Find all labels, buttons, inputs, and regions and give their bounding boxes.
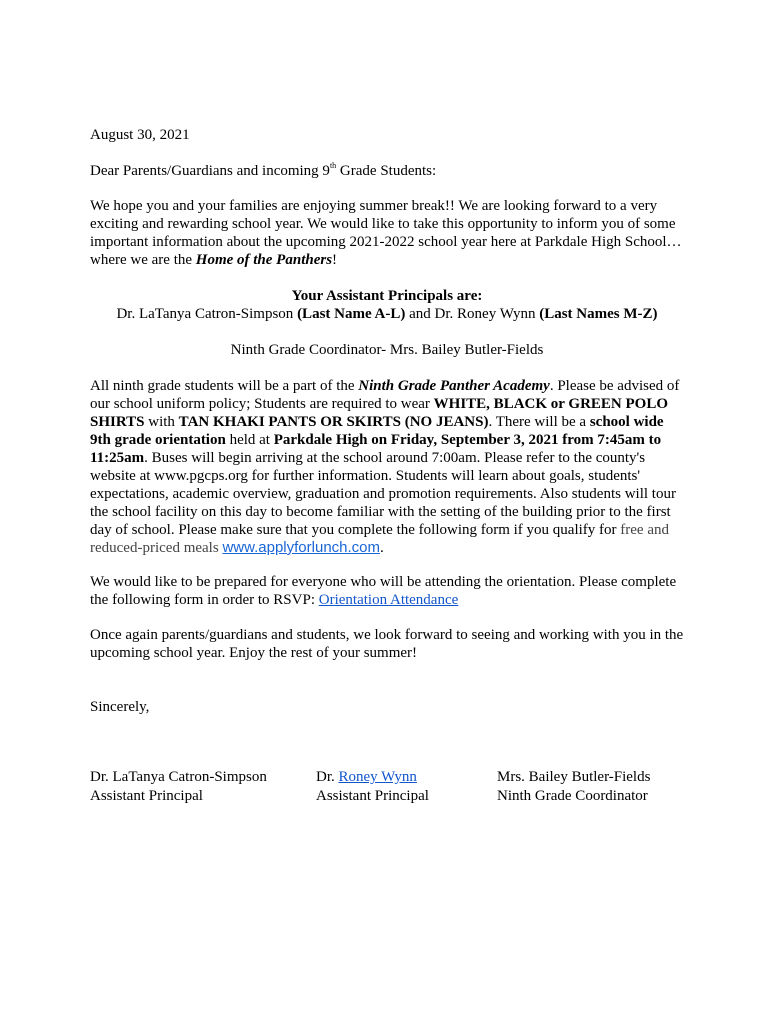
signoff: Sincerely,	[90, 699, 150, 715]
principals-heading	[90, 287, 684, 305]
letter-greeting	[90, 162, 686, 180]
signature-name: Mrs. Bailey Butler-Fields	[497, 769, 651, 785]
signature-title: Assistant Principal	[90, 788, 203, 804]
intro-end: !	[332, 252, 338, 268]
ap2-name: and Dr. Roney Wynn	[405, 306, 540, 322]
rsvp-text: We would like to be prepared for everyone who will be attending the orientation. Please complete the following form in order to RSVP:	[90, 574, 677, 608]
signature-block-1	[90, 768, 267, 806]
uniform-pants: TAN KHAKI PANTS OR SKIRTS (NO JEANS)	[178, 414, 489, 430]
academy-text: held at	[225, 432, 274, 448]
academy-paragraph	[90, 377, 686, 557]
ap1-name: Dr. LaTanya Catron-Simpson	[116, 306, 298, 322]
roney-wynn-link[interactable]: Roney Wynn	[338, 769, 417, 785]
orientation-datetime: Parkdale High on Friday, September 3, 2021 from 7:45am to 11:25am	[90, 432, 662, 466]
rsvp-paragraph	[90, 573, 686, 609]
home-of-panthers: Home of the Panthers	[195, 252, 333, 268]
coordinator-line: Ninth Grade Coordinator- Mrs. Bailey Butler-Fields	[230, 342, 544, 358]
academy-text: .	[380, 540, 384, 556]
academy-name: Ninth Grade Panther Academy	[358, 378, 550, 394]
academy-text: with	[144, 414, 179, 430]
meals-text: free and reduced-priced meals	[90, 522, 669, 556]
closing-paragraph: Once again parents/guardians and students, we look forward to seeing and working with you in the upcoming school year. Enjoy the rest of your summer!	[90, 627, 684, 661]
academy-text: All ninth grade students will be a part of the	[90, 378, 359, 394]
apply-for-lunch-link[interactable]: www.applyforlunch.com	[222, 539, 381, 556]
uniform-shirts: WHITE, BLACK or GREEN POLO SHIRTS	[90, 396, 669, 430]
orientation-label: school wide 9th grade orientation	[90, 414, 664, 448]
signature-name: Dr. LaTanya Catron-Simpson	[90, 769, 267, 785]
intro-text: We hope you and your families are enjoying summer break!! We are looking forward to a very exciting and rewarding school year. We would like to take this opportunity to inform you of some important information about the upcoming 2021-2022 school year here at Parkdale High School…where we are the	[90, 198, 682, 268]
academy-text: . Please be advised of our school uniform policy; Students are required to wear	[90, 378, 680, 412]
signature-prefix: Dr.	[316, 769, 339, 785]
principals-heading-text: Your Assistant Principals are:	[291, 288, 483, 304]
letter-date: August 30, 2021	[90, 127, 190, 143]
signature-title: Ninth Grade Coordinator	[497, 788, 648, 804]
signature-title: Assistant Principal	[316, 788, 429, 804]
ap1-range: (Last Name A-L)	[297, 306, 406, 322]
academy-text: . There will be a	[488, 414, 590, 430]
orientation-attendance-link[interactable]: Orientation Attendance	[318, 592, 459, 608]
principals-line	[90, 305, 684, 323]
signature-block-2	[316, 768, 429, 806]
academy-text: . Buses will begin arriving at the school around 7:00am. Please refer to the county's website at www.pgcps.org for further information. Students will learn about goals, students' expectations, academic overview, graduation and promotion requirements. Also students will tour the school facility on this day to become familiar with the setting of the building prior to the first day of school. Please make sure that you complete the following form if you qualify for	[90, 450, 676, 538]
greeting-superscript: th	[329, 161, 337, 170]
signature-block-3	[497, 768, 650, 806]
greeting-text: Dear Parents/Guardians and incoming 9	[90, 163, 330, 179]
intro-paragraph	[90, 197, 686, 269]
signature-name-line	[316, 768, 429, 787]
greeting-text-end: Grade Students:	[336, 163, 437, 179]
ap2-range: (Last Names M-Z)	[539, 306, 658, 322]
